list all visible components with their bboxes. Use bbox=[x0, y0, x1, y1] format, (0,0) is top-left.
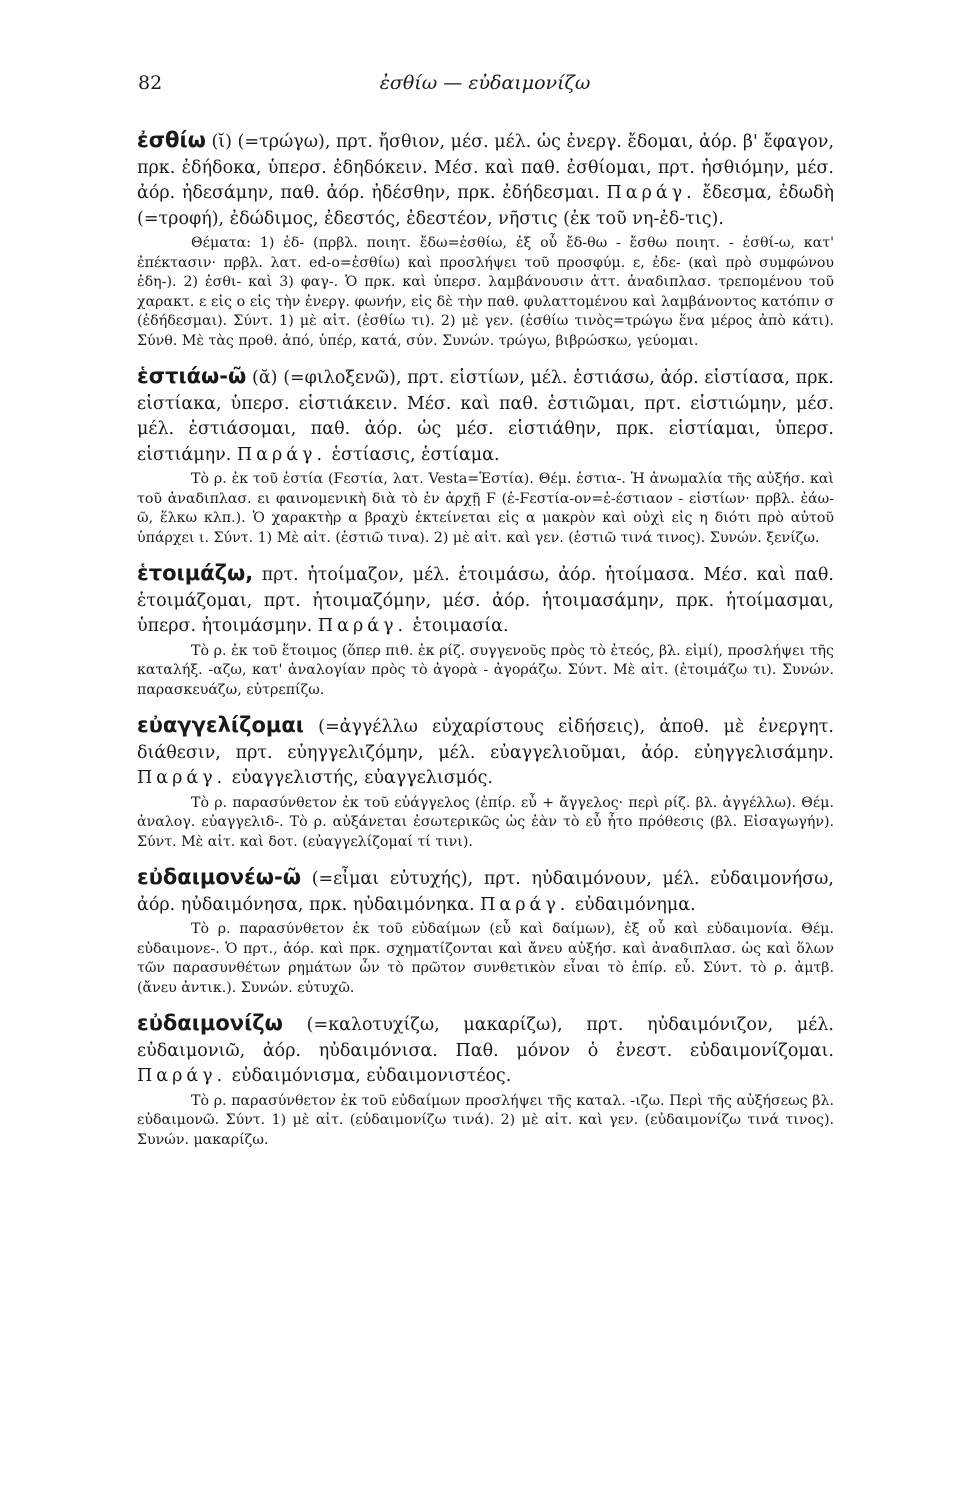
entry-definition bbox=[137, 561, 834, 640]
parag-label: Παράγ. bbox=[606, 183, 696, 203]
headword: εὐδαιμονέω-ῶ bbox=[137, 865, 302, 889]
entry-esthio bbox=[137, 128, 834, 351]
headword: εὐαγγελίζομαι bbox=[137, 713, 304, 737]
headword: ἑστιάω-ῶ bbox=[137, 364, 247, 388]
entry-eudaimoneo bbox=[137, 865, 834, 998]
derivatives-text: ἑτοιμασία. bbox=[407, 616, 509, 636]
entry-euangelizomai bbox=[137, 713, 834, 852]
entry-definition bbox=[137, 713, 834, 792]
etymology-note: Θέματα: 1) ἐδ- (πρβλ. ποιητ. ἔδω=ἐσθίω, ἐξ οὗ ἔδ-θω - ἔσθω ποιητ. - ἐσθί-ω, κατ' ἐπέκτασιν· πρβλ. λατ. ed-o=ἐσθίω) καὶ προσλήψει τοῦ προσφύμ. ε, ἐδε- (καὶ πρὸ συμφώνου ἐδη-). 2) ἐσθι- καὶ 3) φαγ-. Ὁ πρκ. καὶ ὑπερσ. λαμβάνουσιν ἀττ. ἀναδιπλασ. τρεπομένου τοῦ χαρακτ. ε εἰς ο εἰς τὴν ἐνεργ. φωνήν, εἰς δὲ τὴν παθ. φυλαττομένου καὶ λαμβάνοντος κατόπιν σ (ἐδήδεσμαι). Σύντ. 1) μὲ αἰτ. (ἐσθίω τι). 2) μὲ γεν. (ἐσθίω τινὸς=τρώγω ἕνα μέρος ἀπὸ κάτι). Σύνθ. Μὲ τὰς προθ. ἀπό, ὑπέρ, κατά, σύν. Συνών. τρώγω, βιβρώσκω, γεύομαι. bbox=[137, 235, 834, 349]
definition-text: (ῐ) (=τρώγω), πρτ. ἤσθιον, μέσ. μέλ. ὡς ἐνεργ. ἔδομαι, ἀόρ. β' ἔφαγον, πρκ. ἐδήδοκα, ὑπερσ. ἐδηδόκειν. Μέσ. καὶ παθ. ἐσθίομαι, πρτ. ἠσθιόμην, μέσ. ἀόρ. ἠδεσάμην, παθ. ἀόρ. ἠδέσθην, πρκ. ἐδήδεσμαι. bbox=[137, 132, 835, 203]
parag-label: Παράγ. bbox=[137, 1066, 227, 1086]
derivatives-text: εὐδαιμόνισμα, εὐδαιμονιστέος. bbox=[226, 1066, 512, 1086]
entry-definition bbox=[137, 128, 834, 232]
definition-text: (=καλοτυχίζω, μακαρίζω), πρτ. ηὐδαιμόνιζον, μέλ. εὐδαιμονιῶ, ἀόρ. ηὐδαιμόνισα. Παθ. μόνον ὁ ἐνεστ. εὐδαιμονίζομαι. bbox=[137, 1015, 834, 1061]
entry-definition bbox=[137, 364, 834, 468]
entry-etoimazo bbox=[137, 561, 834, 700]
definition-text: πρτ. ἡτοίμαζον, μέλ. ἑτοιμάσω, ἀόρ. ἡτοίμασα. Μέσ. καὶ παθ. ἑτοιμάζομαι, πρτ. ἡτοιμαζόμην, μέσ. ἀόρ. ἡτοιμασάμην, πρκ. ἡτοίμασμαι, ὑπερσ. ἡτοιμάσμην. bbox=[137, 565, 834, 636]
etymology-note: Τὸ ρ. παρασύνθετον ἐκ τοῦ εὐδαίμων προσλήψει τῆς καταλ. -ιζω. Περὶ τῆς αὐξήσεως βλ. εὐδαιμονῶ. Σύντ. 1) μὲ αἰτ. (εὐδαιμονίζω τινά). 2) μὲ αἰτ. καὶ γεν. (εὐδαιμονίζω τινά τινος). Συνών. μακαρίζω. bbox=[137, 1092, 834, 1148]
etymology-note: Τὸ ρ. ἐκ τοῦ ἑστία (Ϝεστία, λατ. Vesta=Ἑστία). Θέμ. ἑστια-. Ἡ ἀνωμαλία τῆς αὐξήσ. καὶ τοῦ ἀναδιπλασ. ει φαινομενικὴ διὰ τὸ ἐν ἀρχῇ Ϝ (ἐ-Ϝεστία-ον=ἐ-έστιαον - εἱστίων· πρβλ. ἐάω-ῶ, ἕλκω κλπ.). Ὁ χαρακτὴρ α βραχὺ ἐκτείνεται εἰς α μακρὸν καὶ οὐχὶ εἰς η διότι πρὸ αὐτοῦ ὑπάρχει ι. Σύντ. 1) Μὲ αἰτ. (ἑστιῶ τινα). 2) μὲ αἰτ. καὶ γεν. (ἑστιῶ τινά τινος). Συνών. ξενίζω. bbox=[137, 471, 834, 546]
parag-label: Παράγ. bbox=[317, 616, 408, 636]
derivatives-text: εὐδαιμόνημα. bbox=[569, 894, 696, 915]
definition-text: (=εἶμαι εὐτυχής), πρτ. ηὐδαιμόνουν, μέλ. εὐδαιμονήσω, ἀόρ. ηὐδαιμόνησα, πρκ. ηὐδαιμόνηκα. bbox=[137, 869, 834, 915]
derivatives-text: εὐαγγελιστής, εὐαγγελισμός. bbox=[226, 768, 493, 788]
running-title: ἐσθίω — εὐδαιμονίζω bbox=[379, 72, 591, 94]
page-number: 82 bbox=[138, 72, 163, 94]
entry-eudaimonizo bbox=[137, 1011, 834, 1150]
parag-label: Παράγ. bbox=[137, 768, 227, 788]
etymology-note: Τὸ ρ. παρασύνθετον ἐκ τοῦ εὐδαίμων (εὖ καὶ δαίμων), ἐξ οὗ καὶ εὐδαιμονία. Θέμ. εὐδαιμονε-. Ὁ πρτ., ἀόρ. καὶ πρκ. σχηματίζονται καὶ ἄνευ αὐξήσ. καὶ ἀναδιπλασ. ὡς καὶ ὅλων τῶν παρασυνθέτων ρημάτων ὧν τὸ πρῶτον συνθετικὸν εἶναι τὸ ἐπίρ. εὖ. Σύντ. τὸ ρ. ἀμτβ. (ἄνευ ἀντικ.). Συνών. εὐτυχῶ. bbox=[137, 921, 834, 996]
derivatives-text: ἔδεσμα, ἐδωδὴ (=τροφή), ἐδώδιμος, ἐδεστός, ἐδεστέον, νῆστις (ἐκ τοῦ νη-ἐδ-τις). bbox=[137, 183, 834, 229]
definition-text: (ᾰ) (=φιλοξενῶ), πρτ. εἱστίων, μέλ. ἑστιάσω, ἀόρ. εἱστίασα, πρκ. εἱστίακα, ὑπερσ. εἱστιάκειν. Μέσ. καὶ παθ. ἑστιῶμαι, πρτ. εἱστιώμην, μέσ. μέλ. ἑστιάσομαι, παθ. ἀόρ. ὡς μέσ. εἱστιάθην, πρκ. εἱστίαμαι, ὑπερσ. εἱστιάμην. bbox=[137, 368, 834, 465]
entry-estiao bbox=[137, 364, 834, 548]
parag-label: Παράγ. bbox=[480, 894, 570, 915]
derivatives-text: ἑστίασις, ἑστίαμα. bbox=[326, 444, 500, 465]
dictionary-content bbox=[137, 128, 834, 1163]
parag-label: Παράγ. bbox=[236, 444, 327, 465]
headword: ἐσθίω bbox=[137, 128, 206, 152]
etymology-note: Τὸ ρ. παρασύνθετον ἐκ τοῦ εὐάγγελος (ἐπίρ. εὖ + ἄγγελος· περὶ ρίζ. βλ. ἀγγέλλω). Θέμ. ἀναλογ. εὐαγγελιδ-. Τὸ ρ. αὐξάνεται ἐσωτερικῶς ὡς ἐὰν τὸ εὖ ἦτο πρόθεσις (βλ. Εἰσαγωγήν). Σύντ. Μὲ αἰτ. καὶ δοτ. (εὐαγγελίζομαί τί τινι). bbox=[137, 794, 834, 850]
entry-definition bbox=[137, 865, 834, 918]
entry-definition bbox=[137, 1011, 834, 1090]
definition-text: (=ἀγγέλλω εὐχαρίστους εἰδήσεις), ἀποθ. μὲ ἐνεργητ. διάθεσιν, πρτ. εὐηγγελιζόμην, μέλ. εὐαγγελιοῦμαι, ἀόρ. εὐηγγελισάμην. bbox=[137, 717, 834, 763]
headword: εὐδαιμονίζω bbox=[137, 1011, 283, 1035]
headword: ἑτοιμάζω, bbox=[137, 561, 254, 585]
etymology-note: Τὸ ρ. ἐκ τοῦ ἕτοιμος (ὅπερ πιθ. ἐκ ρίζ. συγγενοῦς πρὸς τὸ ἐτεός, βλ. εἰμί), προσλήψει τῆς καταλήξ. -αζω, κατ' ἀναλογίαν πρὸς τὸ ἀγορὰ - ἀγοράζω. Σύντ. Μὲ αἰτ. (ἑτοιμάζω τι). Συνών. παρασκευάζω, εὐτρεπίζω. bbox=[137, 642, 834, 698]
